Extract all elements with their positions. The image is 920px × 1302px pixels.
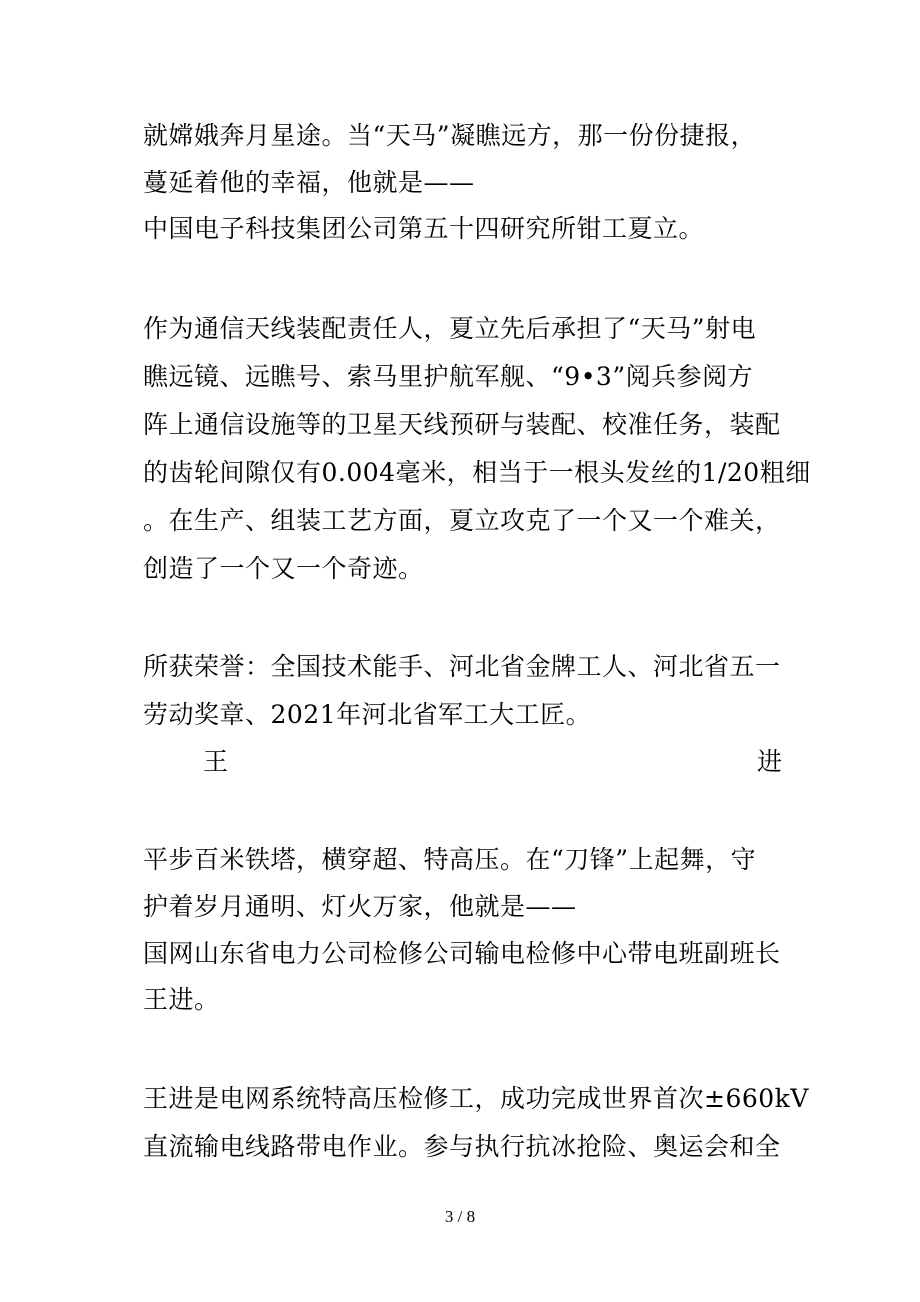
name-heading-first-char: 王	[203, 747, 229, 776]
paragraph-line: 瞧远镜、远瞧号、索马里护航军舰、“9•3”阅兵参阅方	[143, 362, 754, 391]
paragraph-line: 所获荣誉：全国技术能手、河北省金牌工人、河北省五一	[143, 652, 781, 681]
paragraph-line: 直流输电线路带电作业。参与执行抗冰抢险、奥运会和全	[143, 1132, 781, 1161]
paragraph-line: 王进是电网系统特高压检修工，成功完成世界首次±660kV	[143, 1084, 809, 1113]
paragraph-line: 就嫦娥奔月星途。当“天马”凝瞧远方，那一份份捷报，	[143, 121, 757, 150]
paragraph-line: 王进。	[143, 985, 220, 1014]
paragraph-line: 平步百米铁塔，横穿超、特高压。在“刀锋”上起舞，守	[143, 845, 757, 874]
paragraph-line: 中国电子科技集团公司第五十四研究所钳工夏立。	[143, 214, 705, 243]
paragraph-line: 阵上通信设施等的卫星天线预研与装配、校准任务，装配	[143, 410, 781, 439]
paragraph-line: 国网山东省电力公司检修公司输电检修中心带电班副班长	[143, 939, 781, 968]
paragraph-line: 劳动奖章、2021年河北省军工大工匠。	[143, 700, 592, 729]
paragraph-line: 作为通信天线装配责任人，夏立先后承担了“天马”射电	[143, 314, 757, 343]
paragraph-line: 。在生产、组装工艺方面，夏立攻克了一个又一个难关，	[143, 506, 781, 535]
paragraph-line: 的齿轮间隙仅有0.004毫米，相当于一根头发丝的1/20粗细	[143, 458, 811, 487]
paragraph-line: 护着岁月通明、灯火万家，他就是——	[143, 892, 577, 921]
name-heading-second-char: 进	[757, 747, 783, 776]
page-number: 3 / 8	[444, 1207, 476, 1226]
paragraph-line: 蔓延着他的幸福，他就是——	[143, 168, 475, 197]
paragraph-line: 创造了一个又一个奇迹。	[143, 554, 424, 583]
